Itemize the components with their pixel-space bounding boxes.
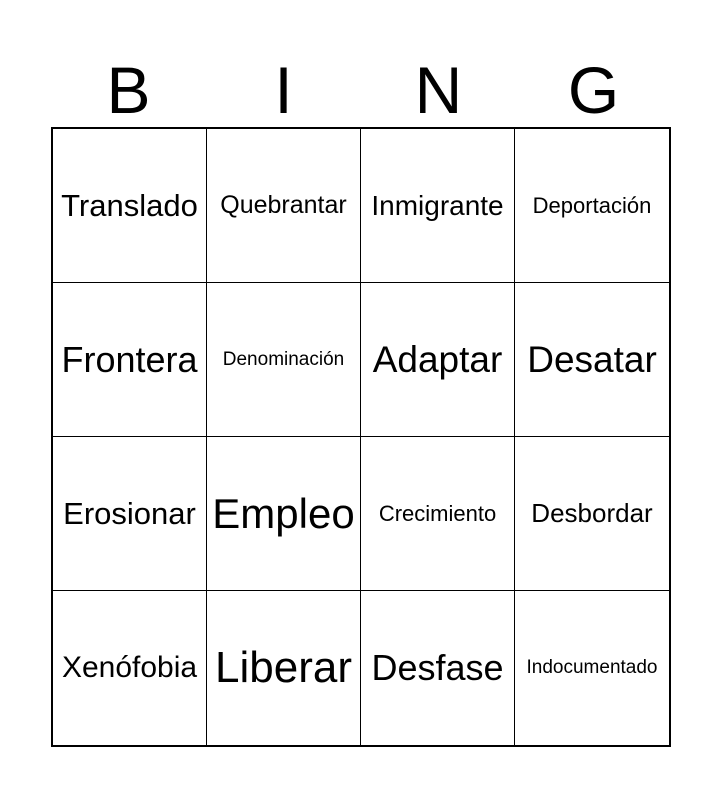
bingo-cell-r4-c4[interactable]: Indocumentado	[526, 657, 658, 678]
bingo-cell-r2-c4[interactable]: Desatar	[515, 283, 669, 437]
bingo-cell-r1-c1[interactable]: Translado	[53, 129, 207, 283]
bingo-cell-r2-c2[interactable]: Denominación	[207, 283, 361, 437]
bingo-cell-r3-c4[interactable]: Desbordar	[515, 437, 669, 591]
bingo-cell-r1-c2[interactable]: Quebrantar	[207, 129, 361, 283]
bingo-cell-r2-c1[interactable]: Frontera	[53, 283, 207, 437]
header-letter-n: N	[414, 53, 463, 127]
bingo-cell-r1-c4[interactable]: Deportación	[515, 129, 669, 283]
bingo-cell-r2-c3[interactable]: Adaptar	[361, 283, 515, 437]
bingo-cell-r3-c2[interactable]: Empleo	[207, 437, 361, 591]
bingo-cell-r3-c3[interactable]: Crecimiento	[361, 437, 515, 591]
bingo-cell-r4-c1[interactable]: Xenófobia	[53, 591, 207, 745]
header-letter-i: I	[274, 53, 293, 127]
bingo-cell-r1-c3[interactable]: Inmigrante	[361, 129, 515, 283]
bingo-card-grid	[51, 127, 671, 747]
bingo-cell-r3-c1[interactable]: Erosionar	[53, 437, 207, 591]
bingo-cell-r4-c3[interactable]: Desfase	[361, 591, 515, 745]
bingo-cell-r4-c2[interactable]: Liberar	[207, 591, 361, 745]
header-letter-g: G	[567, 53, 620, 127]
bingo-header	[51, 52, 671, 128]
header-letter-b: B	[106, 53, 151, 127]
